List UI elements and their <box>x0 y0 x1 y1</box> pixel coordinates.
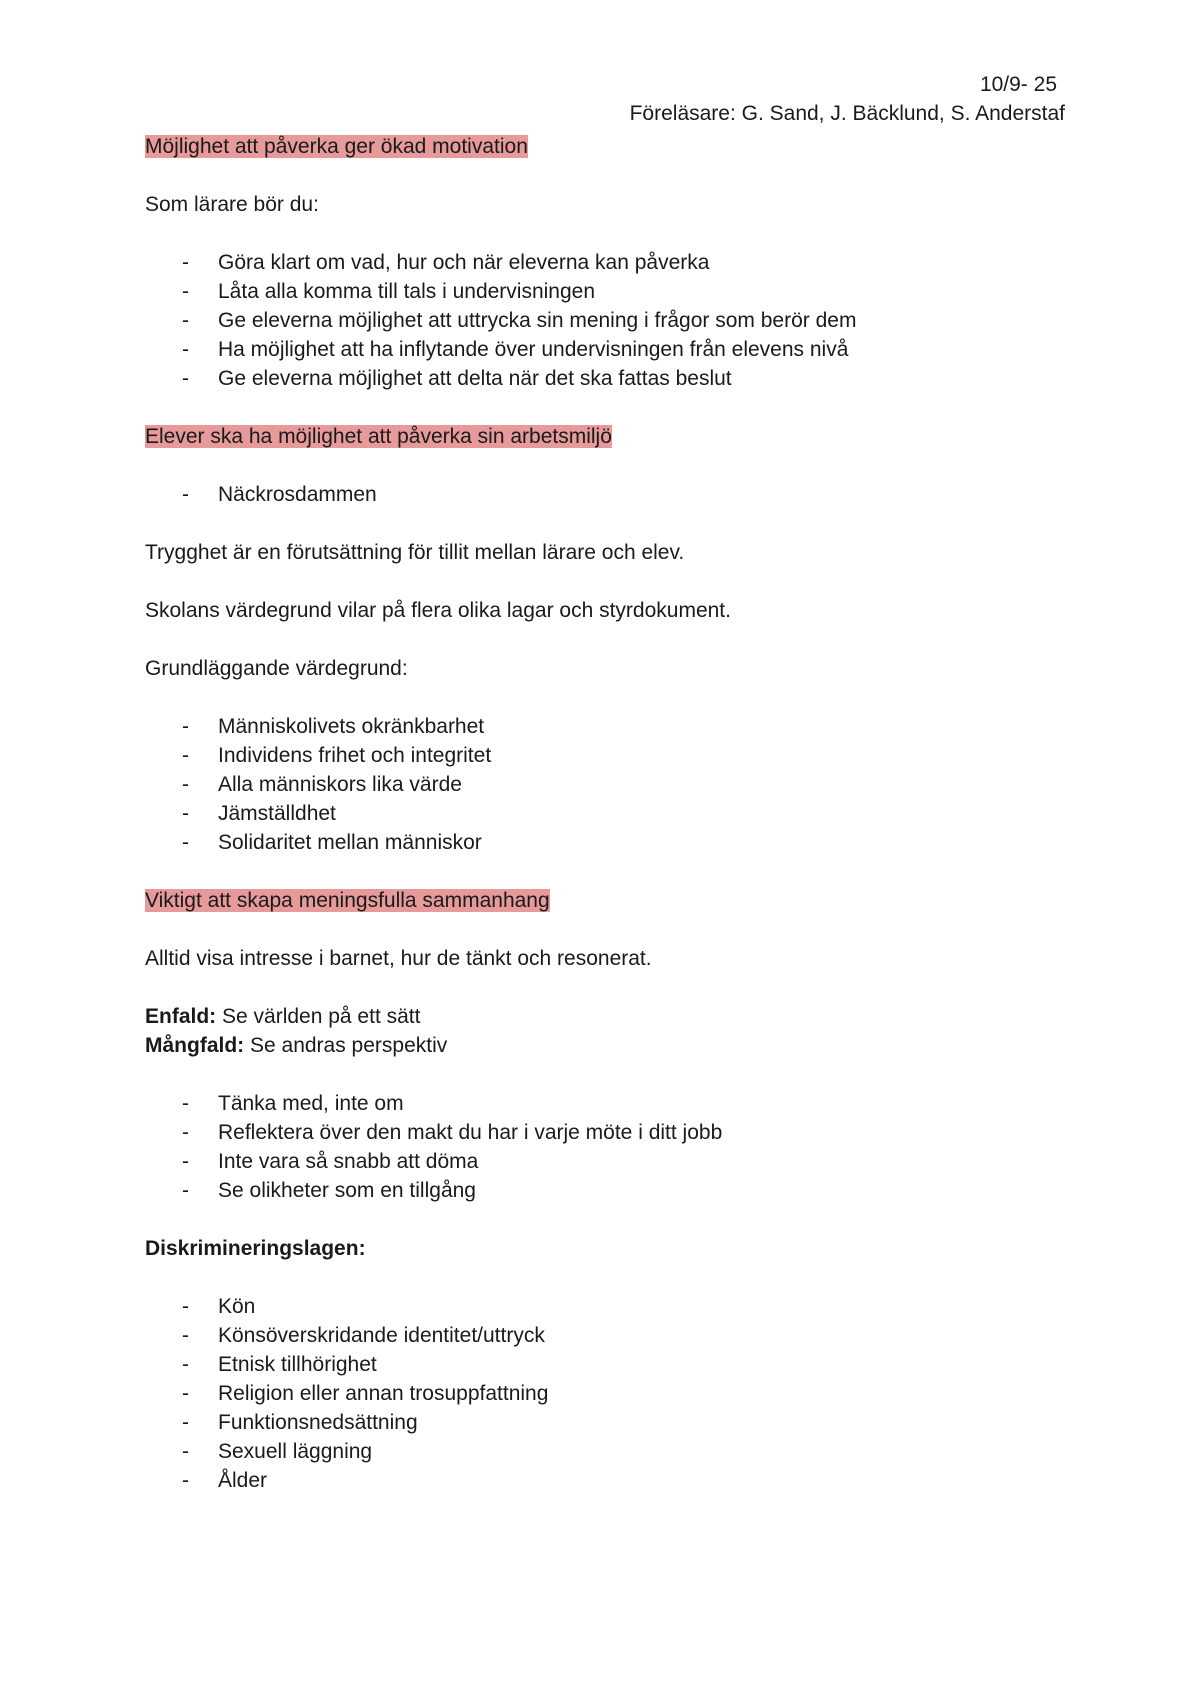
document-header <box>145 70 1065 128</box>
list-item: - Låta alla komma till tals i undervisningen <box>145 277 1065 306</box>
values-list <box>145 712 1065 857</box>
list-item: - Sexuell läggning <box>145 1437 1065 1466</box>
discrimination-grounds-list <box>145 1292 1065 1495</box>
list-item: - Kön <box>145 1292 1065 1321</box>
list-item: - Reflektera över den makt du har i varje möte i ditt jobb <box>145 1118 1065 1147</box>
list-item: - Människolivets okränkbarhet <box>145 712 1065 741</box>
approach-list <box>145 1089 1065 1205</box>
enfald-label: Enfald: <box>145 1005 217 1028</box>
work-environment-list <box>145 480 1065 509</box>
enfald-text: Se världen på ett sätt <box>216 1005 421 1028</box>
list-item: - Göra klart om vad, hur och när eleverna kan påverka <box>145 248 1065 277</box>
highlighted-heading: Möjlighet att påverka ger ökad motivation <box>145 135 528 158</box>
section-heading-motivation <box>145 132 1065 161</box>
list-item: - Etnisk tillhörighet <box>145 1350 1065 1379</box>
list-item: - Tänka med, inte om <box>145 1089 1065 1118</box>
lecture-date: 10/9- 25 <box>979 73 1057 96</box>
list-item: - Alla människors lika värde <box>145 770 1065 799</box>
document-page <box>145 70 1065 1495</box>
list-item: - Näckrosdammen <box>145 480 1065 509</box>
list-item: - Jämställdhet <box>145 799 1065 828</box>
list-item: - Ha möjlighet att ha inflytande över undervisningen från elevens nivå <box>145 335 1065 364</box>
mangfald-line <box>145 1031 1065 1060</box>
list-item: - Ge eleverna möjlighet att uttrycka sin mening i frågor som berör dem <box>145 306 1065 335</box>
list-item: - Inte vara så snabb att döma <box>145 1147 1065 1176</box>
enfald-line <box>145 1002 1065 1031</box>
list-item: - Se olikheter som en tillgång <box>145 1176 1065 1205</box>
list-item: - Ålder <box>145 1466 1065 1495</box>
highlighted-heading: Viktigt att skapa meningsfulla sammanhang <box>145 889 550 912</box>
paragraph: Skolans värdegrund vilar på flera olika lagar och styrdokument. <box>145 599 731 622</box>
lecturers-line: Föreläsare: G. Sand, J. Bäcklund, S. Anderstaf <box>629 102 1065 125</box>
list-item: - Individens frihet och integritet <box>145 741 1065 770</box>
mangfald-label: Mångfald: <box>145 1034 245 1057</box>
section-intro: Som lärare bör du: <box>145 193 319 216</box>
paragraph: Trygghet är en förutsättning för tillit mellan lärare och elev. <box>145 541 685 564</box>
highlighted-heading: Elever ska ha möjlighet att påverka sin arbetsmiljö <box>145 425 612 448</box>
list-item: - Solidaritet mellan människor <box>145 828 1065 857</box>
discrimination-law-heading: Diskrimineringslagen: <box>145 1237 366 1260</box>
values-intro: Grundläggande värdegrund: <box>145 657 408 680</box>
mangfald-text: Se andras perspektiv <box>244 1034 448 1057</box>
list-item: - Funktionsnedsättning <box>145 1408 1065 1437</box>
list-item: - Religion eller annan trosuppfattning <box>145 1379 1065 1408</box>
teacher-list <box>145 248 1065 393</box>
list-item: - Ge eleverna möjlighet att delta när det ska fattas beslut <box>145 364 1065 393</box>
paragraph: Alltid visa intresse i barnet, hur de tänkt och resonerat. <box>145 947 652 970</box>
section-heading-meaningful-context <box>145 886 1065 915</box>
section-heading-work-environment <box>145 422 1065 451</box>
list-item: - Könsöverskridande identitet/uttryck <box>145 1321 1065 1350</box>
